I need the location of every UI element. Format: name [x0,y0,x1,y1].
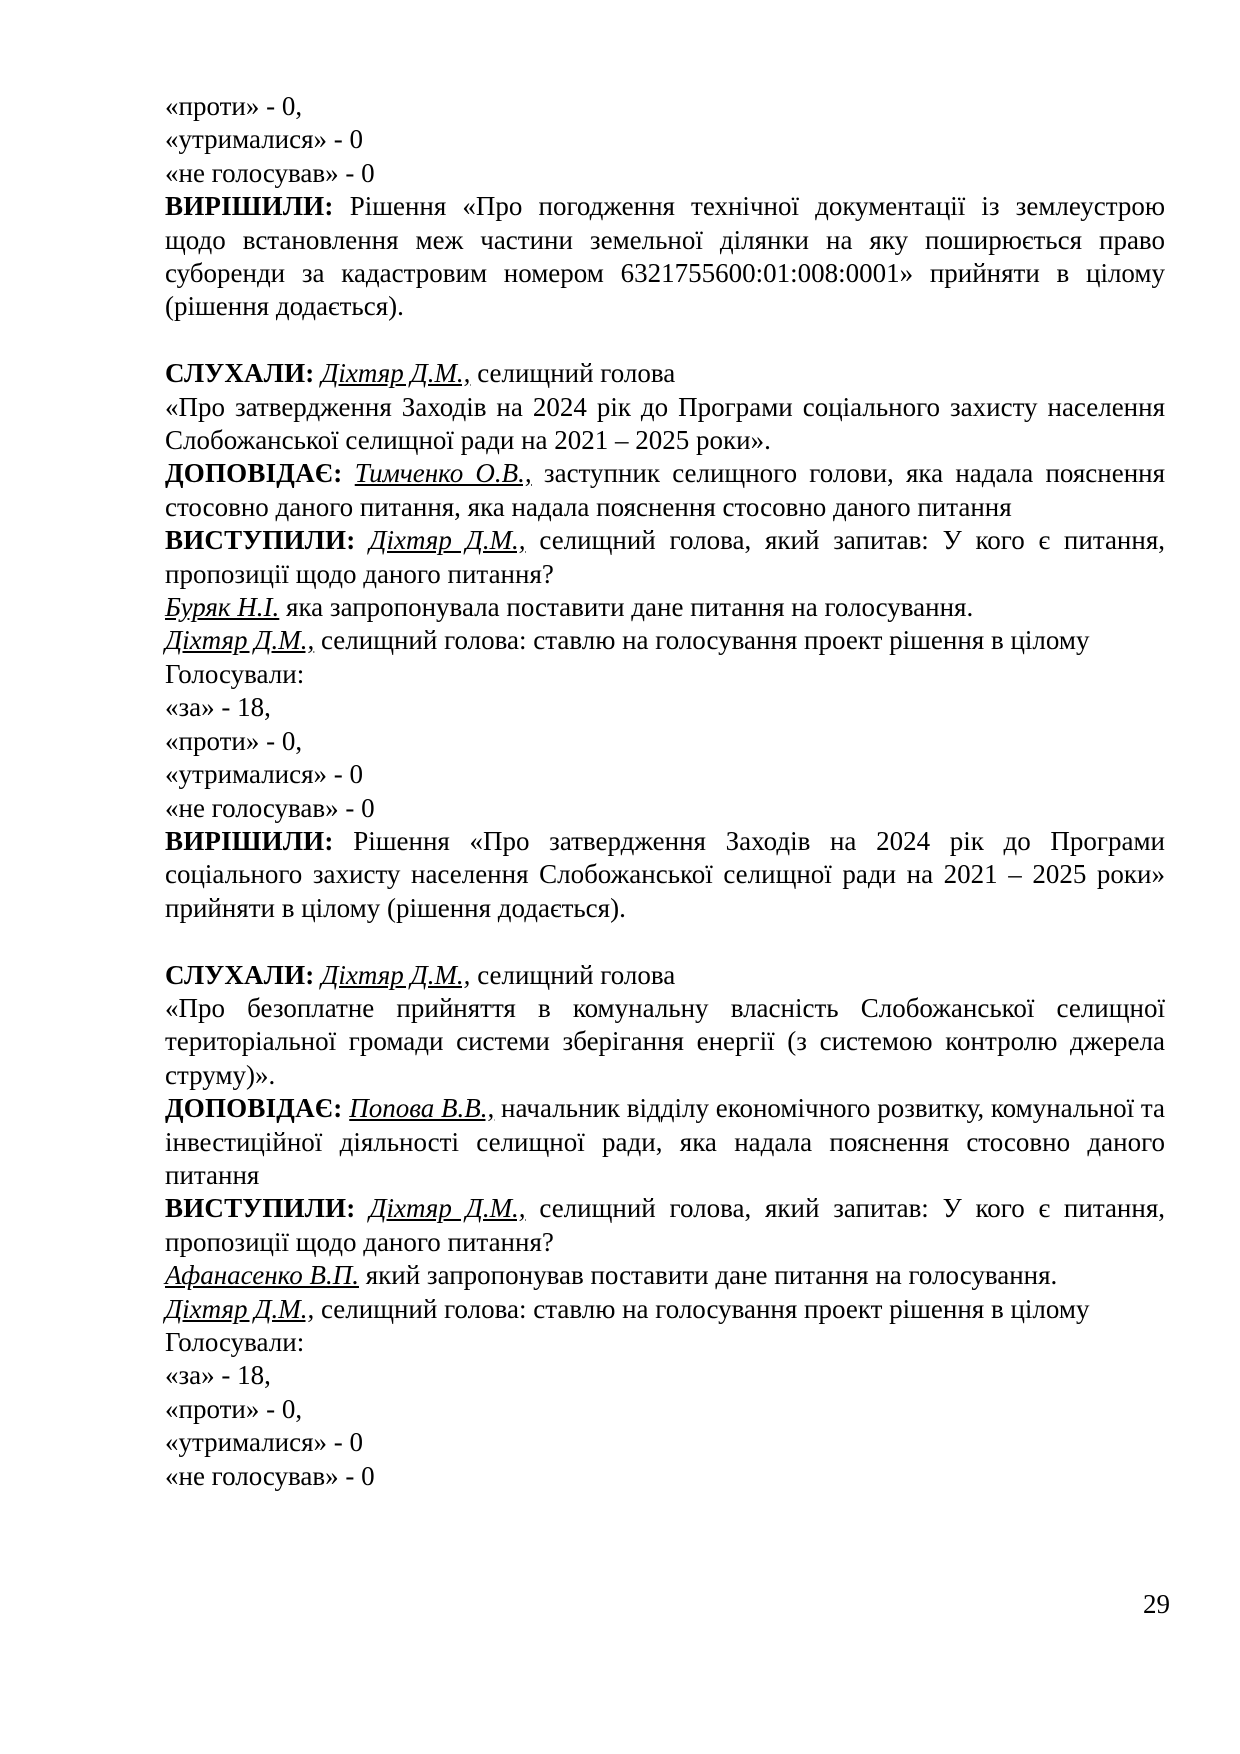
decided-label: ВИРІШИЛИ: [165,191,334,222]
heard-paragraph [165,959,1165,992]
vote-against: «проти» - 0, [165,725,303,756]
spacer [165,925,1165,958]
heard-label: СЛУХАЛИ: [165,358,315,389]
page-content [165,90,1165,1493]
spoke-label: ВИСТУПИЛИ: [165,525,356,556]
chair-paragraph [165,1293,1165,1326]
decision-text: Рішення «Про погодження технічної документації із землеустрою щодо встановлення меж частини земельної ділянки на яку поширюється право суборенди за кадастровим номером 6321755600:01:008:0001» прийняти в цілому (рішення додається). [165,191,1165,322]
spoke-paragraph [165,1192,1165,1259]
chair-person: Діхтяр Д.М., [165,1293,315,1324]
topic-paragraph: «Про безоплатне прийняття в комунальну власність Слобожанської селищної територіальної громади системи зберігання енергії (з системою контролю джерела струму)». [165,992,1165,1090]
vote-abstained: «утрималися» - 0 [165,759,364,790]
decided-label: ВИРІШИЛИ: [165,825,334,856]
report-paragraph [165,1092,1165,1192]
chair-person: Діхтяр Д.М., [165,625,315,656]
proposer-text: який запропонував поставити дане питання на голосування. [359,1260,1058,1291]
heard-paragraph [165,357,1165,390]
report-text: заступник селищного голови, яка надала пояснення стосовно даного питання, яка надала пояснення стосовно даного питання [165,458,1166,522]
spoke-paragraph [165,524,1165,591]
report-paragraph [165,457,1165,524]
heard-label: СЛУХАЛИ: [165,959,315,990]
decision-paragraph [165,190,1165,324]
decision-paragraph [165,825,1165,925]
vote-not-voted: «не голосував» - 0 [165,157,375,188]
proposer-paragraph [165,1259,1165,1292]
proposer-person: Буряк Н.І. [165,592,280,623]
vote-for: «за» - 18, [165,1360,271,1391]
report-label: ДОПОВІДАЄ: [165,1093,343,1124]
vote-against: «проти» - 0, [165,91,303,121]
vote-for: «за» - 18, [165,692,271,723]
chair-paragraph [165,624,1165,657]
page-number: 29 [1143,1589,1170,1619]
topic-paragraph: «Про затвердження Заходів на 2024 рік до Програми соціального захисту населення Слобожанської селищної ради на 2021 – 2025 роки». [165,391,1165,456]
chair-text: селищний голова: ставлю на голосування проект рішення в цілому [314,625,1090,656]
heard-role: селищний голова [470,959,676,990]
spoke-person: Діхтяр Д.М., [369,525,526,556]
report-text: начальник відділу економічного розвитку, комунальної та інвестиційної діяльності селищної ради, яка надала пояснення стосовно даного питання [165,1093,1166,1190]
vote-not-voted: «не голосував» - 0 [165,1460,375,1491]
voted-label: Голосували: [165,658,305,689]
heard-person: Діхтяр Д.М., [321,358,471,389]
vote-against: «проти» - 0, [165,1393,303,1424]
spoke-text: селищний голова, який запитав: У кого є питання, пропозиції щодо даного питання? [165,1193,1166,1257]
proposer-person: Афанасенко В.П. [165,1260,359,1291]
report-label: ДОПОВІДАЄ: [165,458,343,489]
spoke-person: Діхтяр Д.М., [369,1193,526,1224]
report-person: Тимченко О.В., [354,458,532,489]
decision-text: Рішення «Про затвердження Заходів на 2024 рік до Програми соціального захисту населення Слобожанської селищної ради на 2021 – 2025 роки» прийняти в цілому (рішення додається). [165,825,1165,923]
vote-abstained: «утрималися» - 0 [165,1427,364,1458]
spacer [165,324,1165,357]
spoke-text: селищний голова, який запитав: У кого є питання, пропозиції щодо даного питання? [165,525,1166,589]
heard-role: селищний голова [470,358,676,389]
vote-not-voted: «не голосував» - 0 [165,792,375,823]
report-person: Попова В.В., [349,1093,495,1124]
vote-abstained: «утрималися» - 0 [165,124,364,155]
spoke-label: ВИСТУПИЛИ: [165,1193,356,1224]
voted-label: Голосували: [165,1327,305,1357]
heard-person: Діхтяр Д.М., [321,959,471,990]
proposer-text: яка запропонувала поставити дане питання на голосування. [279,592,974,623]
chair-text: селищний голова: ставлю на голосування проект рішення в цілому [314,1293,1090,1324]
proposer-paragraph [165,591,1165,624]
